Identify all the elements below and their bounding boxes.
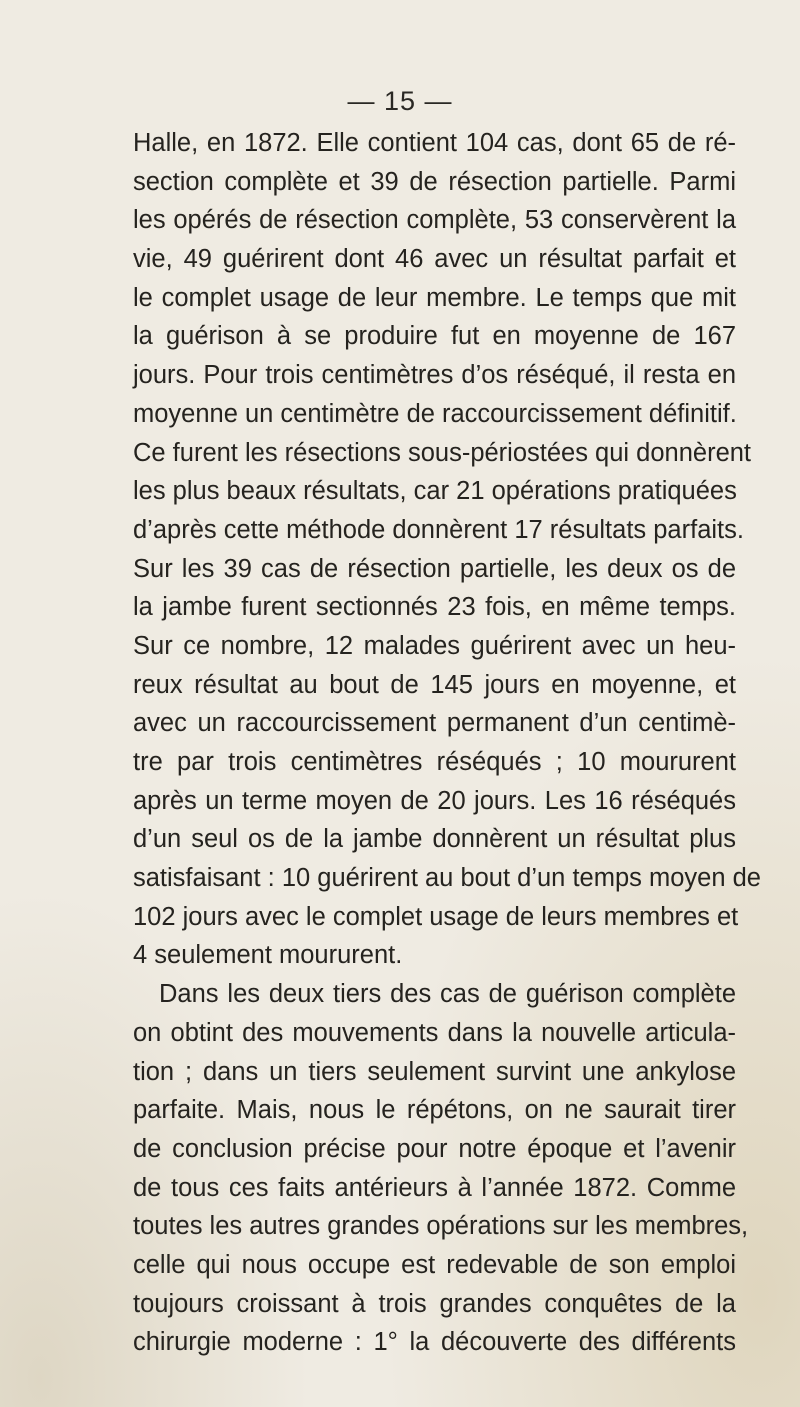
text-line: d’un seul os de la jambe donnèrent un résultat plus	[133, 825, 736, 854]
text-line-paragraph-end: 4 seulement moururent.	[133, 941, 403, 970]
text-line: d’après cette méthode donnèrent 17 résultats parfaits.	[133, 515, 744, 544]
text-line: toutes les autres grandes opérations sur les membres,	[133, 1212, 749, 1241]
text-line: Halle, en 1872. Elle contient 104 cas, dont 65 de ré-	[133, 129, 736, 157]
text-line: de conclusion précise pour notre époque et l’avenir	[133, 1134, 736, 1163]
text-line: parfaite. Mais, nous le répétons, on ne saurait tirer	[133, 1096, 736, 1125]
text-line: toujours croissant à trois grandes conquêtes de la	[133, 1289, 736, 1318]
text-line: tion ; dans un tiers seulement survint une ankylose	[133, 1057, 736, 1086]
text-line: avec un raccourcissement permanent d’un centimè-	[133, 709, 736, 738]
text-line: tre par trois centimètres réséqués ; 10 moururent	[133, 748, 736, 776]
text-line: on obtint des mouvements dans la nouvelle articula-	[133, 1018, 736, 1047]
text-line: le complet usage de leur membre. Le temps que mit	[133, 283, 736, 312]
text-line: les opérés de résection complète, 53 conservèrent la	[133, 206, 736, 235]
text-line: de tous ces faits antérieurs à l’année 1872. Comme	[133, 1173, 736, 1202]
body-text	[133, 124, 761, 1362]
text-line: Sur les 39 cas de résection partielle, les deux os de	[133, 554, 736, 583]
text-line: la jambe furent sectionnés 23 fois, en même temps.	[133, 593, 736, 622]
text-line: celle qui nous occupe est redevable de son emploi	[133, 1250, 736, 1279]
text-line: reux résultat au bout de 145 jours en moyenne, et	[133, 670, 736, 699]
text-line: les plus beaux résultats, car 21 opérations pratiquées	[133, 477, 737, 506]
text-line: jours. Pour trois centimètres d’os réséqué, il resta en	[133, 361, 736, 390]
text-line: la guérison à se produire fut en moyenne de 167	[133, 322, 736, 351]
text-line: chirurgie moderne : 1° la découverte des différents	[133, 1328, 736, 1357]
text-line: moyenne un centimètre de raccourcissement définitif.	[133, 399, 737, 428]
text-line: Ce furent les résections sous-périostées qui donnèrent	[133, 438, 752, 467]
text-line: Sur ce nombre, 12 malades guérirent avec un heu-	[133, 631, 736, 660]
text-line-paragraph-start: Dans les deux tiers des cas de guérison complète	[159, 980, 736, 1009]
text-line: section complète et 39 de résection partielle. Parmi	[133, 167, 736, 196]
text-line: 102 jours avec le complet usage de leurs membres et	[133, 902, 739, 931]
text-line: vie, 49 guérirent dont 46 avec un résultat parfait et	[133, 245, 736, 274]
text-line: après un terme moyen de 20 jours. Les 16 réséqués	[133, 786, 736, 815]
text-line: satisfaisant : 10 guérirent au bout d’un temps moyen de	[133, 864, 761, 893]
page-number: — 15 —	[347, 86, 453, 116]
